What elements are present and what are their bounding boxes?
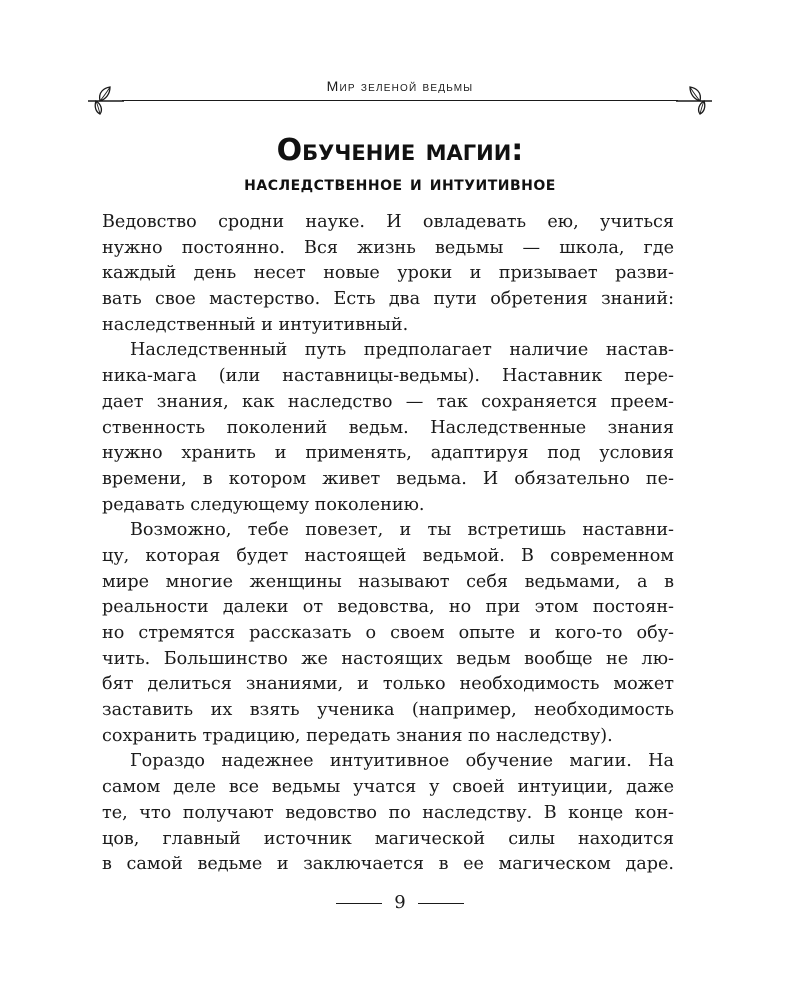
text-line: наследственный и интуитивный. xyxy=(102,314,409,335)
text-line: дает знания, как наследство — так сохраняется преем- xyxy=(102,391,674,412)
text-line: но стремятся рассказать о своем опыте и кого-то обу- xyxy=(102,623,674,643)
leaf-sprig-icon xyxy=(674,84,714,116)
text-line: чить. Большинство же настоящих ведьм вообще не лю- xyxy=(102,648,674,669)
text-line: редавать следующему поколению. xyxy=(102,494,425,515)
text-line: времени, в котором живет ведьма. И обязательно пе- xyxy=(102,468,674,489)
text-line: Гораздо надежнее интуитивное обучение магии. На xyxy=(130,751,674,772)
running-head-title: Мир зеленой ведьмы xyxy=(326,78,474,94)
folio-dash-left xyxy=(336,903,382,904)
text-line: цов, главный источник магической силы находится xyxy=(102,828,674,849)
body-text xyxy=(102,210,674,878)
text-line: сохранить традицию, передать знания по наследству). xyxy=(102,725,613,746)
running-head-rule xyxy=(122,100,678,101)
text-line: самом деле все ведьмы учатся у своей интуиции, даже xyxy=(102,777,674,798)
text-line: нужно хранить и применять, адаптируя под условия xyxy=(102,443,674,464)
page-number: 9 xyxy=(394,892,406,913)
text-line: нужно постоянно. Вся жизнь ведьмы — школа, где xyxy=(102,237,674,258)
text-line: вать свое мастерство. Есть два пути обретения знаний: xyxy=(102,289,674,310)
page-number-footer xyxy=(300,892,500,913)
text-line: мире многие женщины называют себя ведьмами, а в xyxy=(102,571,674,592)
text-line: бят делиться знаниями, и только необходимость может xyxy=(102,674,674,695)
text-line: цу, которая будет настоящей ведьмой. В современном xyxy=(102,545,674,566)
text-line: каждый день несет новые уроки и призывает разви- xyxy=(102,263,674,284)
chapter-title-line2: наследственное и интуитивное xyxy=(244,171,556,195)
chapter-title xyxy=(100,134,700,198)
text-line: Наследственный путь предполагает наличие настав- xyxy=(130,340,674,361)
text-line: ника-мага (или наставницы-ведьмы). Наставник пере- xyxy=(102,366,674,387)
folio-dash-right xyxy=(418,903,464,904)
text-line: заставить их взять ученика (например, необходимость xyxy=(102,700,674,721)
chapter-title-line1: Обучение магии: xyxy=(276,133,524,168)
text-line: ственность поколений ведьм. Наследственные знания xyxy=(102,417,674,438)
running-head xyxy=(86,72,714,122)
text-line: Возможно, тебе повезет, и ты встретишь наставни- xyxy=(130,520,674,541)
text-line: те, что получают ведовство по наследству. В конце кон- xyxy=(102,802,674,823)
text-line: реальности далеки от ведовства, но при этом постоян- xyxy=(102,597,674,618)
text-line: Ведовство сродни науке. И овладевать ею, учиться xyxy=(102,212,674,232)
text-line: в самой ведьме и заключается в ее магическом даре. xyxy=(102,854,674,875)
